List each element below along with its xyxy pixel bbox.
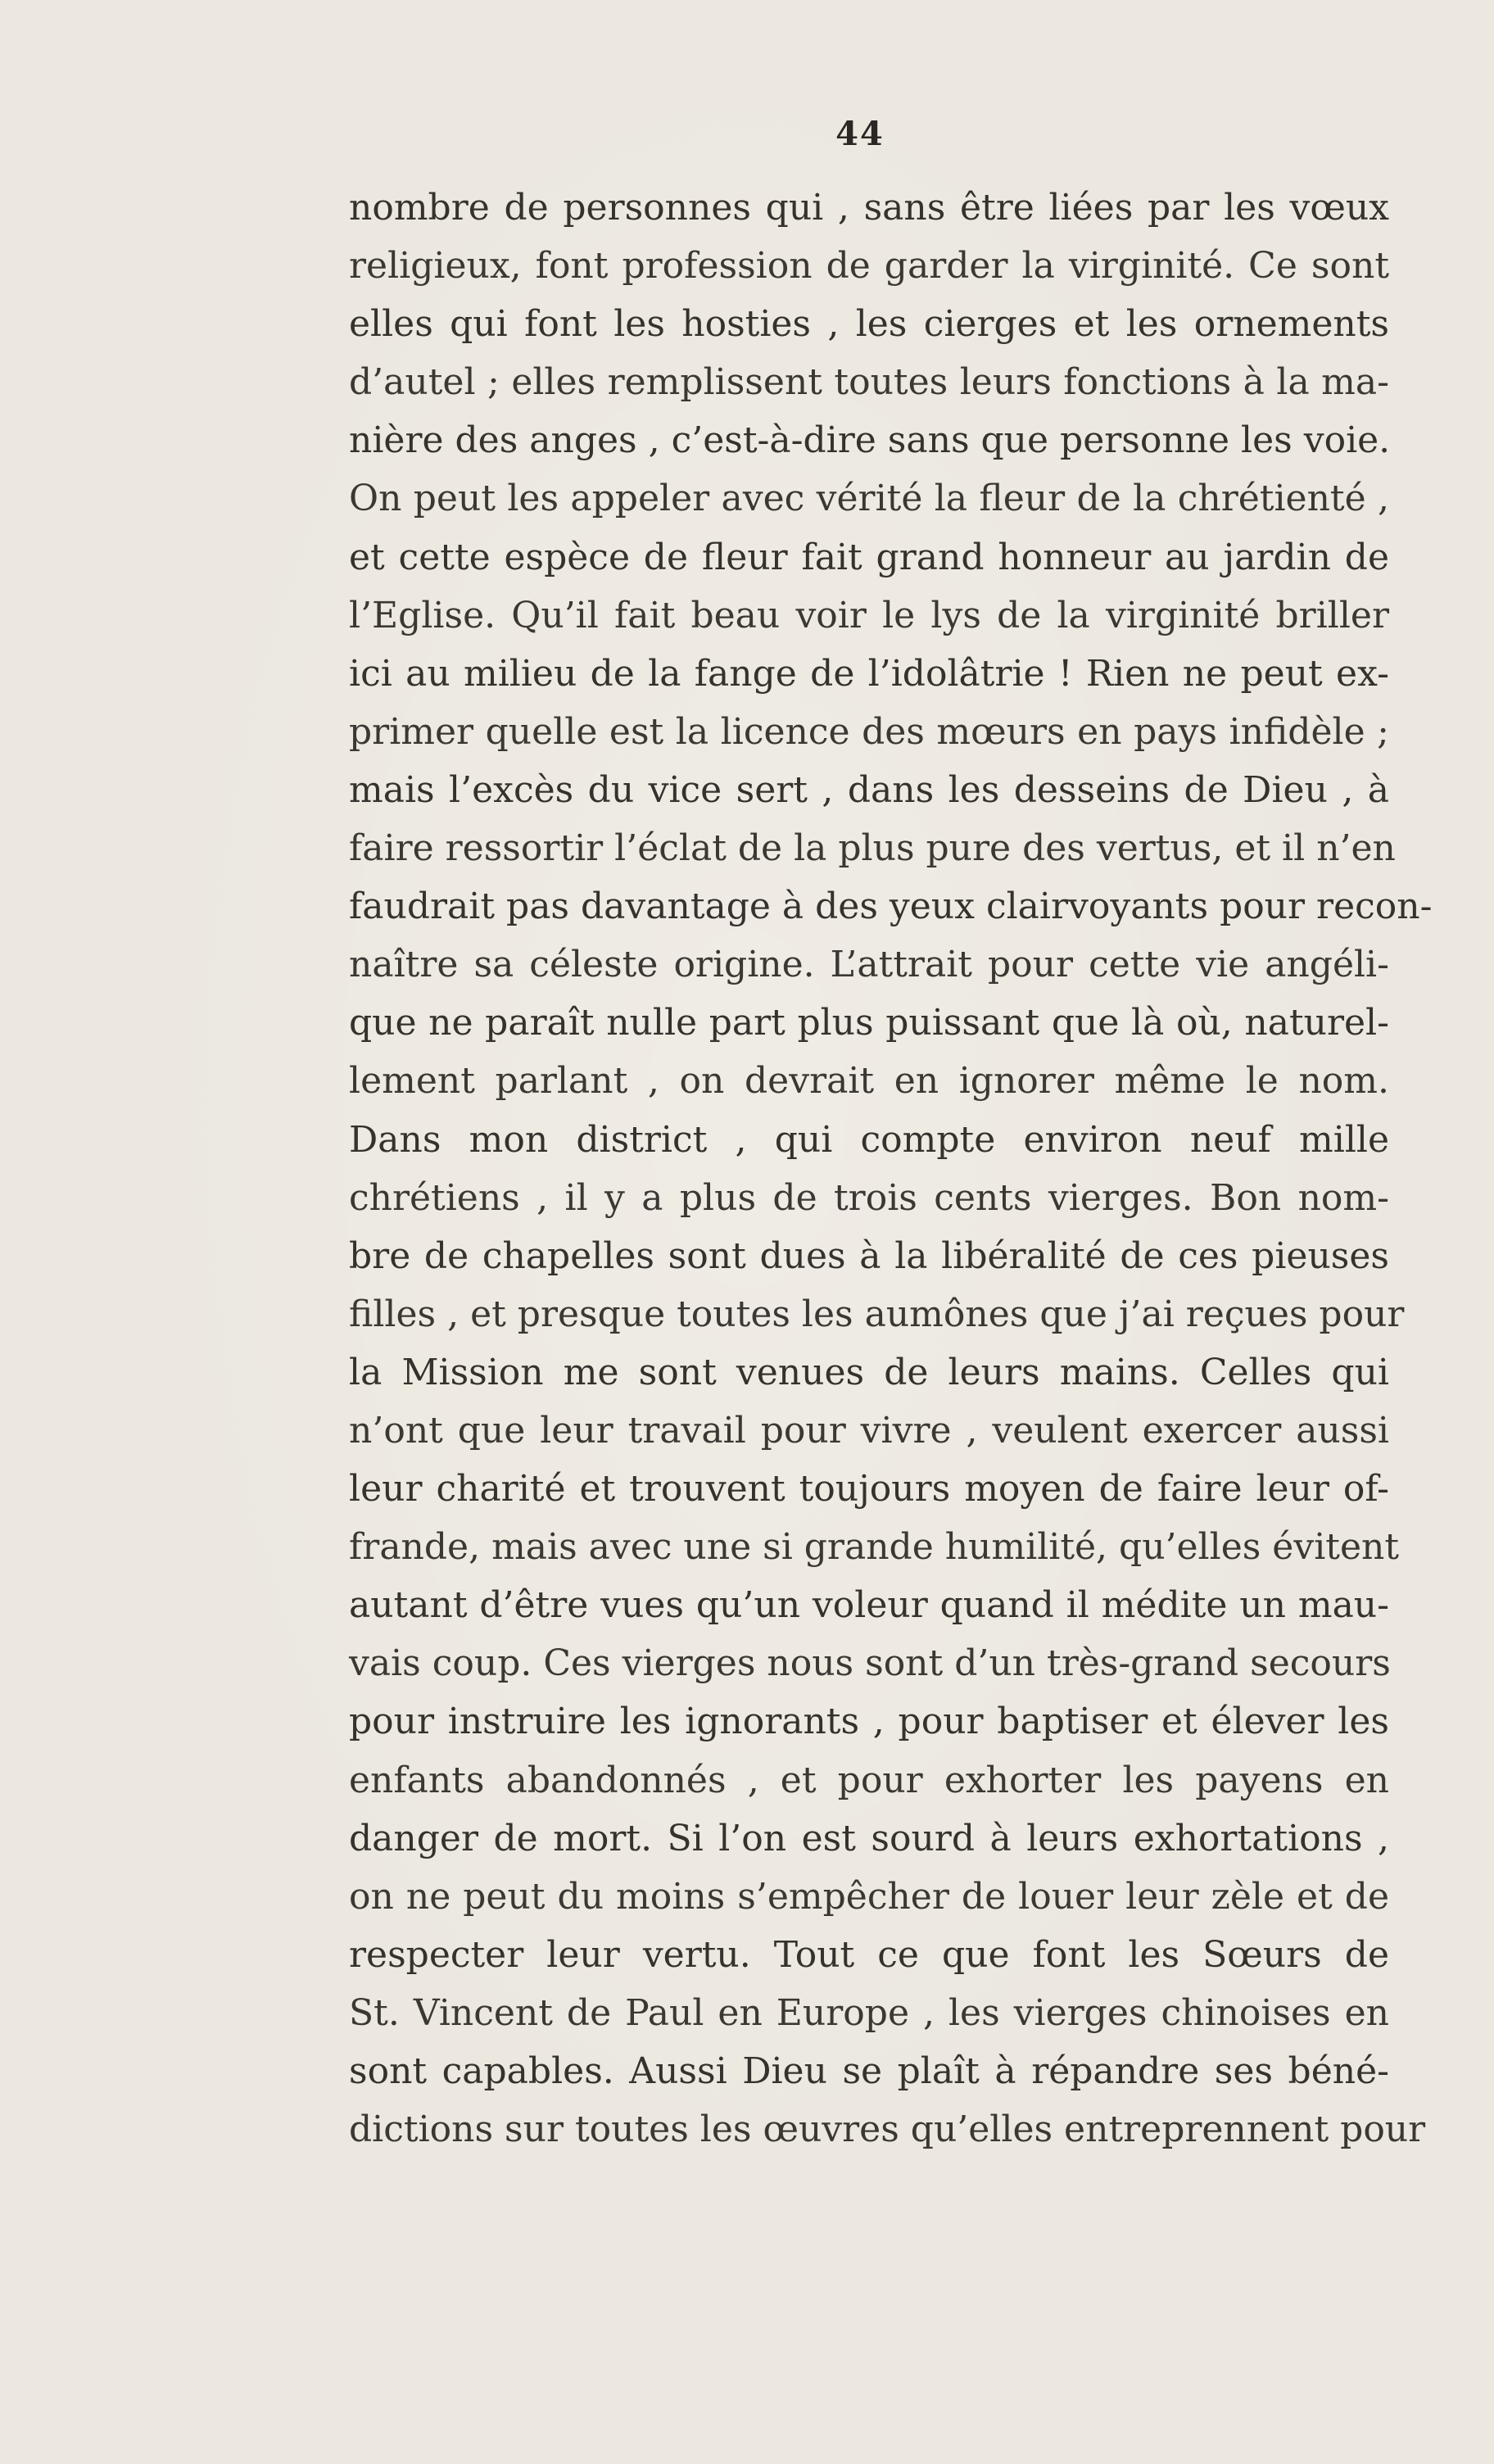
text-line: la Mission me sont venues de leurs mains. Celles qui <box>349 1351 1389 1393</box>
body-text <box>349 179 1433 2158</box>
text-line: naître sa céleste origine. L’attrait pour cette vie angéli- <box>349 944 1389 986</box>
text-line: danger de mort. Si l’on est sourd à leurs exhortations , <box>349 1817 1389 1859</box>
text-line: enfants abandonnés , et pour exhorter les payens en <box>349 1759 1389 1801</box>
text-line: On peut les appeler avec vérité la fleur de la chrétienté , <box>349 478 1389 520</box>
text-line: mais l’excès du vice sert , dans les desseins de Dieu , à <box>349 768 1389 811</box>
text-line: filles , et presque toutes les aumônes que j’ai reçues pour <box>349 1293 1405 1335</box>
text-line: n’ont que leur travail pour vivre , veulent exercer aussi <box>349 1409 1389 1452</box>
text-line: nière des anges , c’est-à-dire sans que personne les voie. <box>349 419 1391 462</box>
text-line: l’Eglise. Qu’il fait beau voir le lys de la virginité briller <box>349 594 1389 636</box>
text-line: vais coup. Ces vierges nous sont d’un très-grand secours <box>349 1642 1391 1685</box>
text-line: frande, mais avec une si grande humilité, qu’elles évitent <box>349 1526 1400 1569</box>
text-line: Dans mon district , qui compte environ neuf mille <box>349 1118 1389 1161</box>
text-line: et cette espèce de fleur fait grand honneur au jardin de <box>349 536 1389 578</box>
text-line: leur charité et trouvent toujours moyen de faire leur of- <box>349 1468 1389 1511</box>
text-line: dictions sur toutes les œuvres qu’elles entreprennent pour <box>349 2108 1426 2151</box>
text-line: St. Vincent de Paul en Europe , les vierges chinoises en <box>349 1991 1389 2034</box>
text-line: pour instruire les ignorants , pour baptiser et élever les <box>349 1701 1389 1743</box>
text-line: autant d’être vues qu’un voleur quand il médite un mau- <box>349 1584 1389 1627</box>
text-line: primer quelle est la licence des mœurs en pays infidèle ; <box>349 710 1389 753</box>
text-line: chrétiens , il y a plus de trois cents vierges. Bon nom- <box>349 1176 1389 1219</box>
text-line: bre de chapelles sont dues à la libéralité de ces pieuses <box>349 1234 1389 1277</box>
text-line: respecter leur vertu. Tout ce que font les Sœurs de <box>349 1933 1389 1976</box>
text-line: on ne peut du moins s’empêcher de louer leur zèle et de <box>349 1875 1389 1918</box>
text-line: faudrait pas davantage à des yeux clairvoyants pour recon- <box>349 886 1433 928</box>
text-line: d’autel ; elles remplissent toutes leurs fonctions à la ma- <box>349 361 1389 404</box>
text-line: sont capables. Aussi Dieu se plaît à répandre ses béné- <box>349 2050 1389 2092</box>
text-line: faire ressortir l’éclat de la plus pure des vertus, et il n’en <box>349 827 1396 870</box>
text-line: que ne paraît nulle part plus puissant que là où, naturel- <box>349 1002 1389 1044</box>
page-number: 44 <box>835 115 885 153</box>
text-line: nombre de personnes qui , sans être liées par les vœux <box>349 187 1389 229</box>
text-line: ici au milieu de la fange de l’idolâtrie ! Rien ne peut ex- <box>349 652 1389 695</box>
text-line: elles qui font les hosties , les cierges et les ornements <box>349 303 1389 346</box>
text-line: lement parlant , on devrait en ignorer même le nom. <box>349 1060 1389 1103</box>
text-line: religieux, font profession de garder la virginité. Ce sont <box>349 245 1389 288</box>
